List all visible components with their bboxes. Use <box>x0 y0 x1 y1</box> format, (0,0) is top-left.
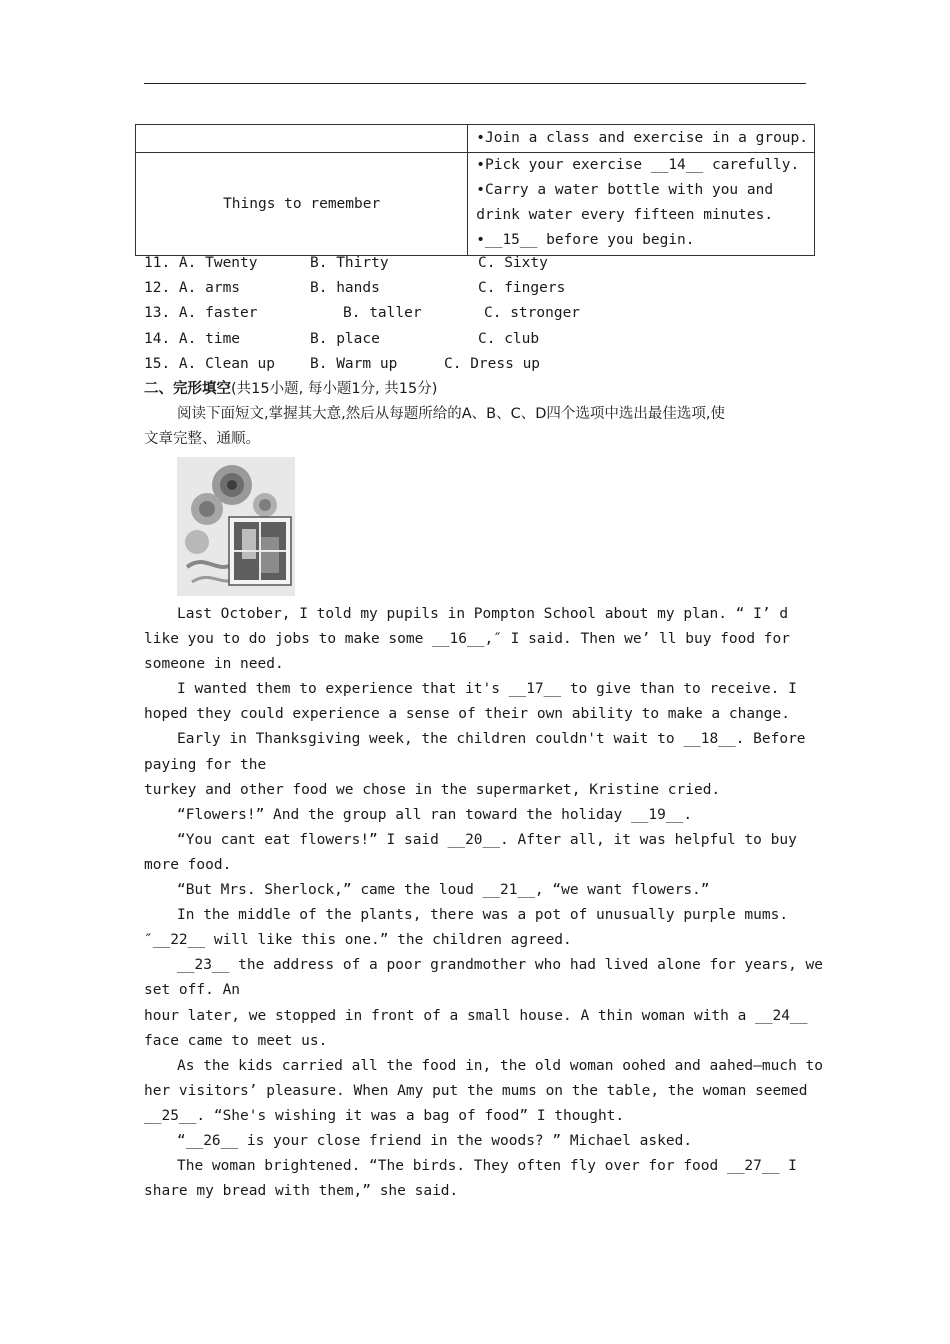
option-a: 13. A. faster <box>144 305 258 322</box>
table-cell <box>468 125 815 153</box>
table-text: •Carry a water bottle with you and <box>476 182 774 198</box>
things-to-remember-label: Things to remember <box>223 196 381 212</box>
header-rule <box>144 83 806 84</box>
question-options <box>144 352 814 377</box>
passage-line: share my bread with them,” she said. <box>144 1183 459 1200</box>
option-a: 14. A. time <box>144 330 241 347</box>
passage-line: In the middle of the plants, there was a pot of unusually purple mums. <box>177 907 789 924</box>
table-cell-label <box>136 153 468 256</box>
option-b: B. place <box>310 330 380 347</box>
passage-line: “Flowers!” And the group all ran toward the holiday __19__. <box>177 806 693 823</box>
option-a: 15. A. Clean up <box>144 355 275 372</box>
passage-line: The woman brightened. “The birds. They often fly over for food __27__ I <box>177 1158 797 1175</box>
table-text: •Join a class and exercise in a group. <box>476 130 808 146</box>
question-options <box>144 301 814 326</box>
passage-line: hour later, we stopped in front of a small house. A thin woman with a __24__ <box>144 1007 808 1024</box>
passage-line: like you to do jobs to make some __16__,″ I said. Then we’ ll buy food for <box>144 631 791 648</box>
passage-line: As the kids carried all the food in, the old woman oohed and aahed—much to <box>177 1057 824 1074</box>
passage-line: more food. <box>144 856 232 873</box>
option-c: C. fingers <box>478 280 566 297</box>
question-options <box>144 276 814 301</box>
passage-line: I wanted them to experience that it's __17__ to give than to receive. I <box>177 681 797 698</box>
flowers-photo-graphic <box>177 457 295 596</box>
instructions-line: 阅读下面短文,掌握其大意,然后从每题所给的A、B、C、D四个选项中选出最佳选项,使 <box>177 406 725 423</box>
option-b: B. Thirty <box>310 255 389 271</box>
passage-line: Early in Thanksgiving week, the children couldn't wait to __18__. Before <box>177 731 806 748</box>
table-cell <box>468 153 815 256</box>
table-text: •__15__ before you begin. <box>476 232 695 248</box>
passage-line: someone in need. <box>144 656 284 673</box>
passage-line: hoped they could experience a sense of their own ability to make a change. <box>144 706 791 723</box>
section-title: 二、完形填空 <box>144 380 231 397</box>
question-options <box>144 327 814 352</box>
option-c: C. club <box>478 330 540 347</box>
question-options <box>144 251 814 276</box>
table-cell-empty <box>136 125 468 153</box>
table-text: drink water every fifteen minutes. <box>476 207 774 223</box>
table-text: •Pick your exercise __14__ carefully. <box>476 157 800 173</box>
passage-line: “You cant eat flowers!” I said __20__. After all, it was helpful to buy <box>177 831 797 848</box>
exercise-table <box>135 124 815 256</box>
flowers-photo-illustration <box>177 457 295 596</box>
passage-line: __23__ the address of a poor grandmother who had lived alone for years, we <box>177 957 824 974</box>
table-row <box>136 125 815 153</box>
table-row <box>136 153 815 256</box>
passage-line: turkey and other food we chose in the supermarket, Kristine cried. <box>144 781 721 798</box>
passage-line: paying for the <box>144 756 267 773</box>
section-heading <box>144 377 814 402</box>
passage-line: face came to meet us. <box>144 1032 328 1049</box>
option-c: C. Dress up <box>444 355 541 372</box>
passage-line: her visitors’ pleasure. When Amy put the mums on the table, the woman seemed <box>144 1082 808 1099</box>
option-b: B. taller <box>343 305 422 322</box>
passage-line: ″__22__ will like this one.” the children agreed. <box>144 932 572 949</box>
cloze-passage <box>144 602 824 1204</box>
passage-line: “__26__ is your close friend in the woods? ” Michael asked. <box>177 1132 693 1149</box>
option-a: 11. A. Twenty <box>144 255 258 271</box>
passage-line: “But Mrs. Sherlock,” came the loud __21__, “we want flowers.” <box>177 882 710 899</box>
option-b: B. Warm up <box>310 355 398 372</box>
passage-line: __25__. “She's wishing it was a bag of food” I thought. <box>144 1107 625 1124</box>
option-c: C. stronger <box>484 305 581 322</box>
passage-line: set off. An <box>144 982 241 999</box>
instructions-line: 文章完整、通顺。 <box>144 431 260 448</box>
passage-line: Last October, I told my pupils in Pompton School about my plan. “ I’ d <box>177 606 789 622</box>
option-b: B. hands <box>310 280 380 297</box>
option-c: C. Sixty <box>478 255 548 271</box>
options-list <box>144 251 814 453</box>
option-a: 12. A. arms <box>144 280 241 297</box>
section-note: (共15小题, 每小题1分, 共15分) <box>231 380 438 397</box>
